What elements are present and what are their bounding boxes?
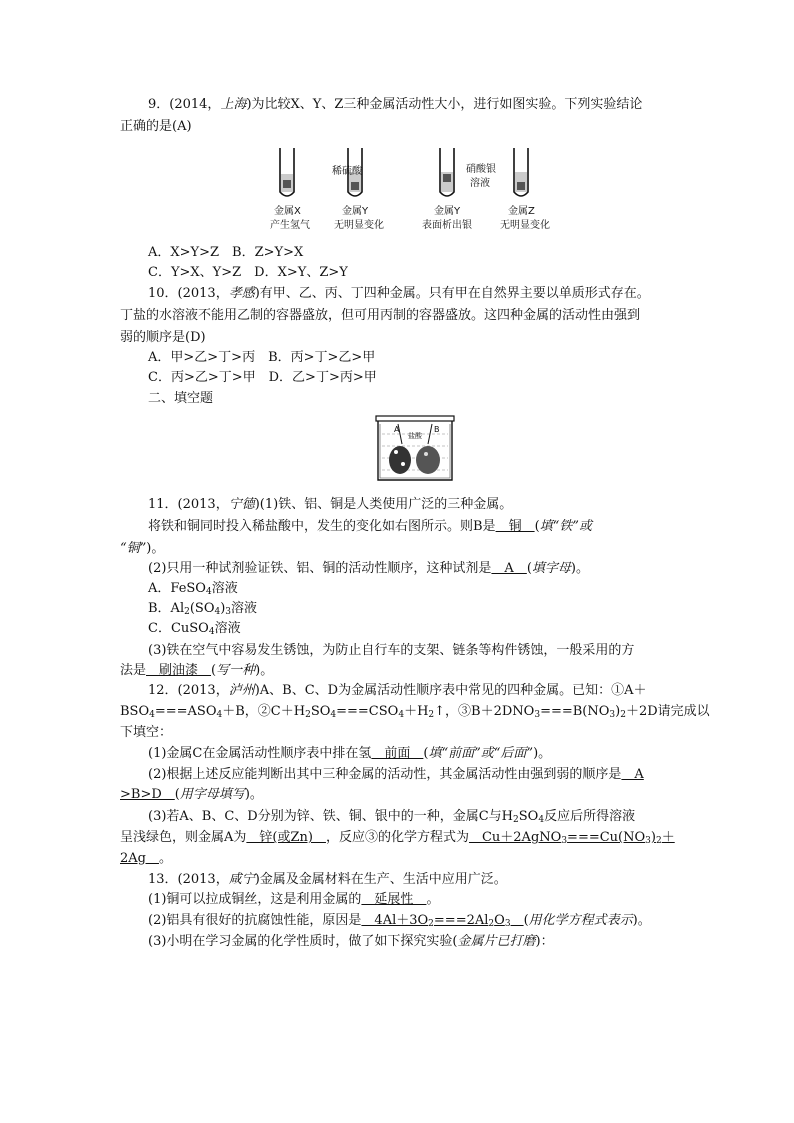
tube1-result: 产生氢气 [270, 220, 310, 231]
q10-line-2: 丁盐的水溶液不能用乙制的容器盛放，但可用丙制的容器盛放。这四种金属的活动性由强到 [120, 308, 641, 323]
q11-line-9: 法是 刷油漆 (写一种)。 [120, 663, 274, 678]
metal-b [416, 446, 440, 474]
tube3-result: 表面析出银 [422, 220, 472, 231]
q12-line-9: 2Ag 。 [120, 851, 172, 866]
q11-line-2: 将铁和铜同时投入稀盐酸中，发生的变化如右图所示。则B是 铜 (填“铁”或 [148, 519, 592, 534]
q11-line-3: “铜”)。 [120, 541, 165, 556]
q12-answer-3: 锌(或Zn) [246, 830, 326, 845]
q13-answer-2: $4Al+3O_2===2Al_2O_3$ [361, 913, 511, 929]
section-heading-fill-in: 二、填空题 [148, 391, 214, 406]
q12-line-5: (2)根据上述反应能判断出其中三种金属的活动性，其金属活动性由强到弱的顺序是 A [148, 767, 644, 782]
q12-answer-2b: >B>D [120, 787, 175, 802]
q9-options-1: A．X>Y>Z B．Z>Y>X [148, 245, 304, 260]
q12-line-3: 下填空： [120, 725, 173, 740]
q11-option-a: A．FeSO$_4$溶液 [148, 581, 238, 597]
q13-answer-1: 延展性 [361, 892, 427, 907]
tube2-result: 无明显变化 [334, 220, 384, 231]
q12-answer-4a: $Cu+2AgNO_3===Cu(NO_3)_2+$ [468, 830, 675, 846]
beaker-label-acid: 盐酸 [408, 432, 422, 440]
q12-answer-1: 前面 [371, 746, 424, 761]
q13-line-4: (3)小明在学习金属的化学性质时，做了如下探究实验(金属片已打磨)： [148, 934, 554, 949]
q10-line-3: 弱的顺序是(D) [120, 330, 206, 345]
q12-line-7: (3)若A、B、C、D分别为锌、铁、铜、银中的一种，金属C与$H_2SO_4$反应后所得溶液 [148, 809, 636, 825]
q12-line-2: $BSO_4===ASO_4+B$，$②C+H_2SO_4===CSO_4+H_2↑$，$③B+2DNO_3===B(NO_3)_2+2D$请完成以 [120, 704, 710, 720]
tube3-metal: 金属Y [434, 206, 461, 217]
q12-line-1: 12．(2013，泸州)A、B、C、D为金属活动性顺序表中常见的四种金属。已知：①A＋ [148, 683, 647, 698]
q9-options-2: C．Y>X、Y>Z D．X>Y、Z>Y [148, 265, 348, 280]
label-silver-nitrate-2: 溶液 [470, 178, 490, 189]
q13-line-3: (2)铝具有很好的抗腐蚀性能，原因是 $4Al+3O_2===2Al_2O_3$ (用化学方程式表示)。 [148, 913, 651, 929]
label-silver-nitrate-1: 硝酸银 [466, 164, 496, 175]
q12-line-6: >B>D (用字母填写)。 [120, 787, 263, 802]
q10-line-1: 10．(2013，孝感)有甲、乙、丙、丁四种金属。只有甲在自然界主要以单质形式存在。 [148, 286, 650, 301]
q11-answer-3: 刷油漆 [146, 663, 212, 678]
q12-line-4: (1)金属C在金属活动性顺序表中排在氢 前面 (填“前面”或“后面”)。 [148, 746, 552, 761]
test-tube-1 [280, 148, 294, 196]
q10-options-2: C．丙>乙>丁>甲 D．乙>丁>丙>甲 [148, 370, 377, 385]
q11-answer-2: A [491, 561, 527, 576]
tube1-metal: 金属X [274, 206, 301, 217]
q11-option-c: C．CuSO$_4$溶液 [148, 621, 241, 637]
q13-line-1: 13．(2013，咸宁)金属及金属材料在生产、生活中应用广泛。 [148, 872, 507, 887]
test-tube-3 [440, 148, 454, 196]
q12-answer-2a: A [621, 767, 644, 782]
q9-line-2: 正确的是(A) [120, 119, 192, 134]
q11-line-4: (2)只用一种试剂验证铁、铝、铜的活动性顺序，这种试剂是 A (填字母)。 [148, 561, 589, 576]
q11-line-1: 11．(2013，宁德)(1)铁、铝、铜是人类使用广泛的三种金属。 [148, 497, 513, 512]
beaker-figure [372, 414, 458, 484]
tube4-metal: 金属Z [508, 206, 535, 217]
q11-line-8: (3)铁在空气中容易发生锈蚀，为防止自行车的支架、链条等构件锈蚀，一般采用的方 [148, 643, 635, 658]
beaker-label-b: B [434, 425, 440, 434]
q9-line-1: 9．(2014，上海)为比较X、Y、Z三种金属活动性大小，进行如图实验。下列实验结论 [148, 97, 643, 112]
tube2-metal: 金属Y [342, 206, 369, 217]
test-tube-4 [514, 148, 528, 196]
q11-option-b: B．$Al_2(SO_4)_3$溶液 [148, 601, 258, 617]
label-dilute-acid: 稀硫酸 [332, 166, 362, 177]
q11-answer-1: 铜 [495, 519, 535, 534]
q12-line-8: 呈浅绿色，则金属A为 锌(或Zn) ，反应③的化学方程式为 $Cu+2AgNO_3===Cu(NO_3)_2+$ [120, 830, 675, 846]
tube4-result: 无明显变化 [500, 220, 550, 231]
test-tube-figure [270, 144, 560, 236]
beaker-label-a: A [394, 425, 400, 434]
metal-a [389, 446, 411, 474]
q12-answer-4b: 2Ag [120, 851, 159, 866]
q10-options-1: A．甲>乙>丁>丙 B．丙>丁>乙>甲 [148, 350, 376, 365]
q13-line-2: (1)铜可以拉成铜丝，这是利用金属的 延展性 。 [148, 892, 440, 907]
